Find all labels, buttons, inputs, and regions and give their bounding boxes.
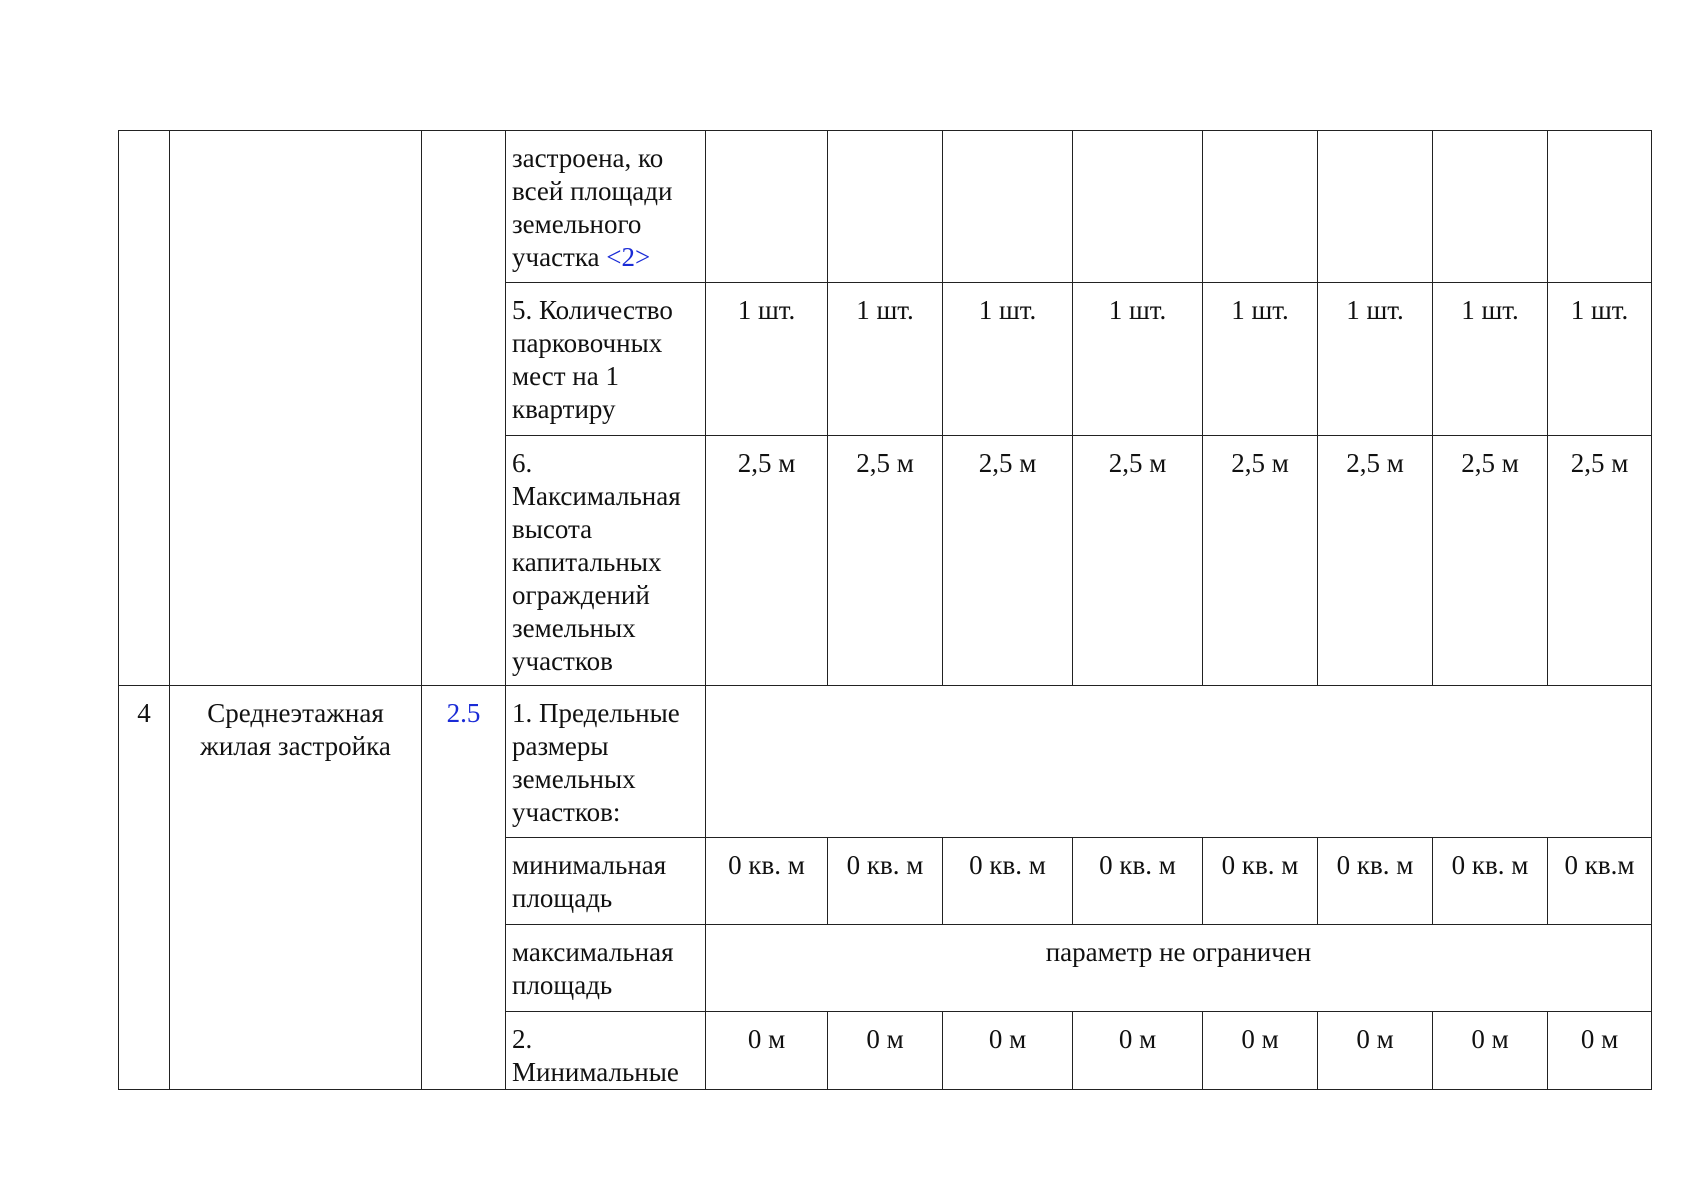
row-number-cell: 4 [119,686,170,1090]
parameter-label: 1. Предельные размеры земельных участков: [506,686,706,838]
value-cell: 2,5 м [828,436,943,686]
value-cell: 0 м [1433,1012,1548,1090]
value-cell: 1 шт. [943,283,1073,436]
value-cell [1548,131,1652,283]
value-cell: 1 шт. [706,283,828,436]
parameter-label: минимальная площадь [506,838,706,925]
value-cell: 0 м [828,1012,943,1090]
value-cell [828,131,943,283]
value-cell [706,131,828,283]
value-cell: 1 шт. [1548,283,1652,436]
regulations-table [118,130,1652,1090]
value-cell: 0 кв.м [1548,838,1652,925]
value-cell [1318,131,1433,283]
value-cell: 2,5 м [943,436,1073,686]
table-row [119,686,1652,838]
value-cell: 2,5 м [1548,436,1652,686]
value-cell: 2,5 м [1073,436,1203,686]
value-cell: 0 м [1203,1012,1318,1090]
value-cell: 1 шт. [1073,283,1203,436]
code-link[interactable]: 2.5 [422,686,506,1090]
value-cell: 0 м [1548,1012,1652,1090]
parameter-label: максимальная площадь [506,925,706,1012]
value-cell: 1 шт. [1433,283,1548,436]
value-cell: 2,5 м [1318,436,1433,686]
table-row [119,131,1652,283]
code-cell [422,131,506,686]
value-cell: 0 кв. м [1073,838,1203,925]
value-cell: 0 кв. м [706,838,828,925]
value-cell: 0 м [1073,1012,1203,1090]
value-cell: 0 кв. м [828,838,943,925]
value-cell [1433,131,1548,283]
value-cell [1203,131,1318,283]
value-cell [1073,131,1203,283]
zone-name-cell [170,131,422,686]
value-cell: 0 кв. м [1318,838,1433,925]
parameter-label-text: застроена, ко всей площади земельного участка [512,143,673,272]
value-cell: 2,5 м [1433,436,1548,686]
value-cell: 0 м [1318,1012,1433,1090]
parameter-label: 5. Количество парковочных мест на 1 квартиру [506,283,706,436]
merged-value-cell: параметр не ограничен [706,925,1652,1012]
value-cell: 0 м [706,1012,828,1090]
value-cell: 2,5 м [706,436,828,686]
value-cell: 0 кв. м [1433,838,1548,925]
value-cell: 1 шт. [1318,283,1433,436]
parameter-label [506,131,706,283]
row-number-cell [119,131,170,686]
empty-merged-cell [706,686,1652,838]
parameter-label: 6. Максимальная высота капитальных ограждений земельных участков [506,436,706,686]
value-cell: 2,5 м [1203,436,1318,686]
footnote-link[interactable]: <2> [606,242,651,272]
parameter-label: 2. Минимальные [506,1012,706,1090]
value-cell: 0 м [943,1012,1073,1090]
value-cell [943,131,1073,283]
value-cell: 0 кв. м [943,838,1073,925]
value-cell: 1 шт. [1203,283,1318,436]
value-cell: 0 кв. м [1203,838,1318,925]
zone-name-cell: Среднеэтажная жилая застройка [170,686,422,1090]
value-cell: 1 шт. [828,283,943,436]
